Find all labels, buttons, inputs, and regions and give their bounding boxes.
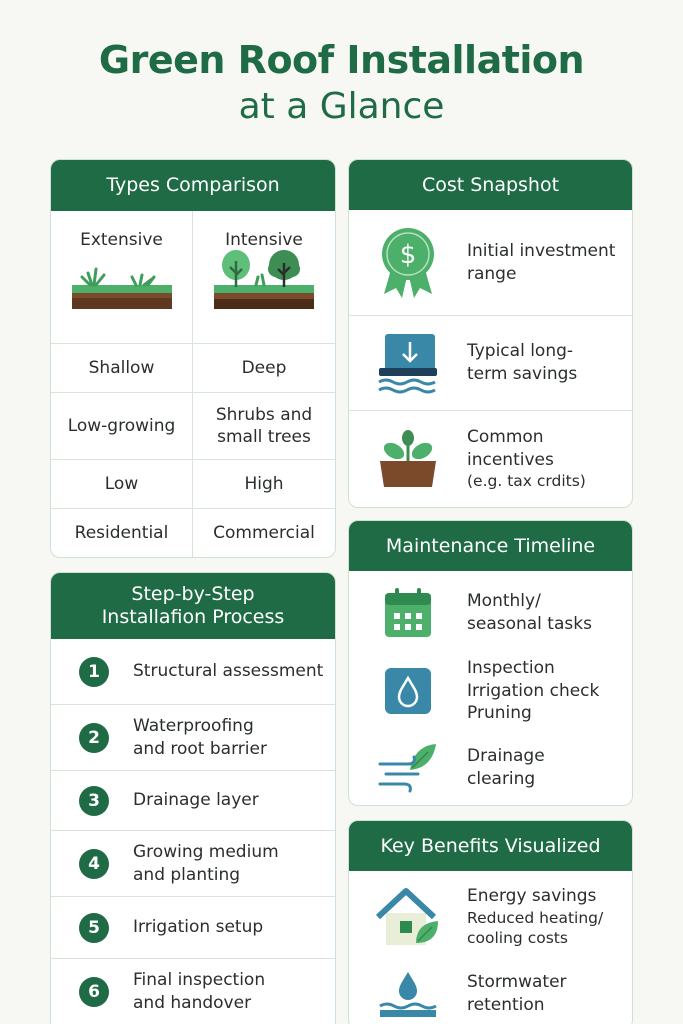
plants-extensive: Low-growing xyxy=(51,393,193,460)
maintenance-intensive: High xyxy=(193,460,335,509)
calendar-icon xyxy=(383,587,433,639)
cost-item-text xyxy=(467,426,586,493)
depth-extensive: Shallow xyxy=(51,344,193,393)
cost-item xyxy=(349,210,632,316)
step-item xyxy=(51,831,335,897)
intensive-roof-icon xyxy=(212,249,316,311)
cost-item-text: Initial investment range xyxy=(467,240,616,284)
types-comparison-header: Types Comparison xyxy=(51,160,335,211)
maintenance-item-text: Inspection Irrigation check Pruning xyxy=(467,657,600,724)
water-drop-icon xyxy=(383,666,433,716)
maintenance-timeline-card xyxy=(348,520,633,806)
cost-item-text: Typical long-term savings xyxy=(467,341,578,384)
maintenance-item xyxy=(349,649,632,733)
maintenance-item-text: Drainage clearing xyxy=(467,746,545,789)
extensive-label: Extensive xyxy=(80,230,163,250)
depth-intensive: Deep xyxy=(193,344,335,393)
cost-item xyxy=(349,411,632,507)
benefit-item xyxy=(349,871,632,963)
step-item xyxy=(51,639,335,705)
step-item xyxy=(51,705,335,771)
plant-soil-icon xyxy=(378,429,438,489)
installation-steps-header: Step-by-Step Installafion Process xyxy=(51,573,335,639)
step-item xyxy=(51,959,335,1024)
benefit-title: Energy savings xyxy=(467,886,597,907)
benefit-item xyxy=(349,963,632,1024)
wind-leaf-icon xyxy=(378,742,438,794)
incentives-label: Common incentives xyxy=(467,426,554,470)
step-number: 5 xyxy=(79,913,109,943)
benefit-item-text: Stormwater retention xyxy=(467,972,567,1015)
cost-item xyxy=(349,316,632,411)
maintenance-timeline-header: Maintenance Timeline xyxy=(349,521,632,571)
stormwater-icon xyxy=(378,970,438,1018)
maintenance-item xyxy=(349,577,632,649)
step-text: Waterproofing and root barrier xyxy=(133,715,267,759)
maintenance-extensive: Low xyxy=(51,460,193,509)
plants-intensive: Shrubs and small trees xyxy=(193,393,335,460)
savings-tray-icon xyxy=(377,332,439,394)
page-subtitle: at a Glance xyxy=(238,86,445,127)
intensive-label: Intensive xyxy=(225,230,303,250)
incentives-note: (e.g. tax crdits) xyxy=(467,472,586,491)
dollar-badge-icon xyxy=(378,226,438,300)
key-benefits-card xyxy=(348,820,633,1024)
types-comparison-card xyxy=(50,159,336,558)
step-text: Drainage layer xyxy=(133,790,259,811)
maintenance-item-text: Monthly/ seasonal tasks xyxy=(467,591,592,634)
step-number: 3 xyxy=(79,786,109,816)
step-text: Structural assessment xyxy=(133,661,324,682)
step-number: 6 xyxy=(79,977,109,1007)
step-text: Irrigation setup xyxy=(133,917,264,938)
step-number: 2 xyxy=(79,723,109,753)
cost-snapshot-card xyxy=(348,159,633,508)
extensive-roof-icon xyxy=(70,265,174,311)
extensive-column-head xyxy=(51,211,193,344)
cost-snapshot-header: Cost Snapshot xyxy=(349,160,632,210)
house-leaf-icon xyxy=(376,887,440,947)
svg-text:$: $ xyxy=(399,239,417,270)
step-text: Growing medium and planting xyxy=(133,841,279,885)
types-comparison-table xyxy=(51,211,335,558)
installation-steps-card xyxy=(50,572,336,1024)
page-title: Green Roof Installation xyxy=(98,38,585,82)
key-benefits-header: Key Benefits Visualized xyxy=(349,821,632,871)
use-extensive: Residential xyxy=(51,509,193,558)
benefit-item-text xyxy=(467,885,617,948)
intensive-column-head xyxy=(193,211,335,344)
maintenance-item xyxy=(349,733,632,803)
step-number: 1 xyxy=(79,657,109,687)
step-item xyxy=(51,771,335,831)
step-number: 4 xyxy=(79,849,109,879)
step-item xyxy=(51,897,335,959)
use-intensive: Commercial xyxy=(213,523,315,544)
benefit-sub: Reduced heating/ cooling costs xyxy=(467,909,604,948)
step-text: Final inspection and handover xyxy=(133,970,266,1013)
